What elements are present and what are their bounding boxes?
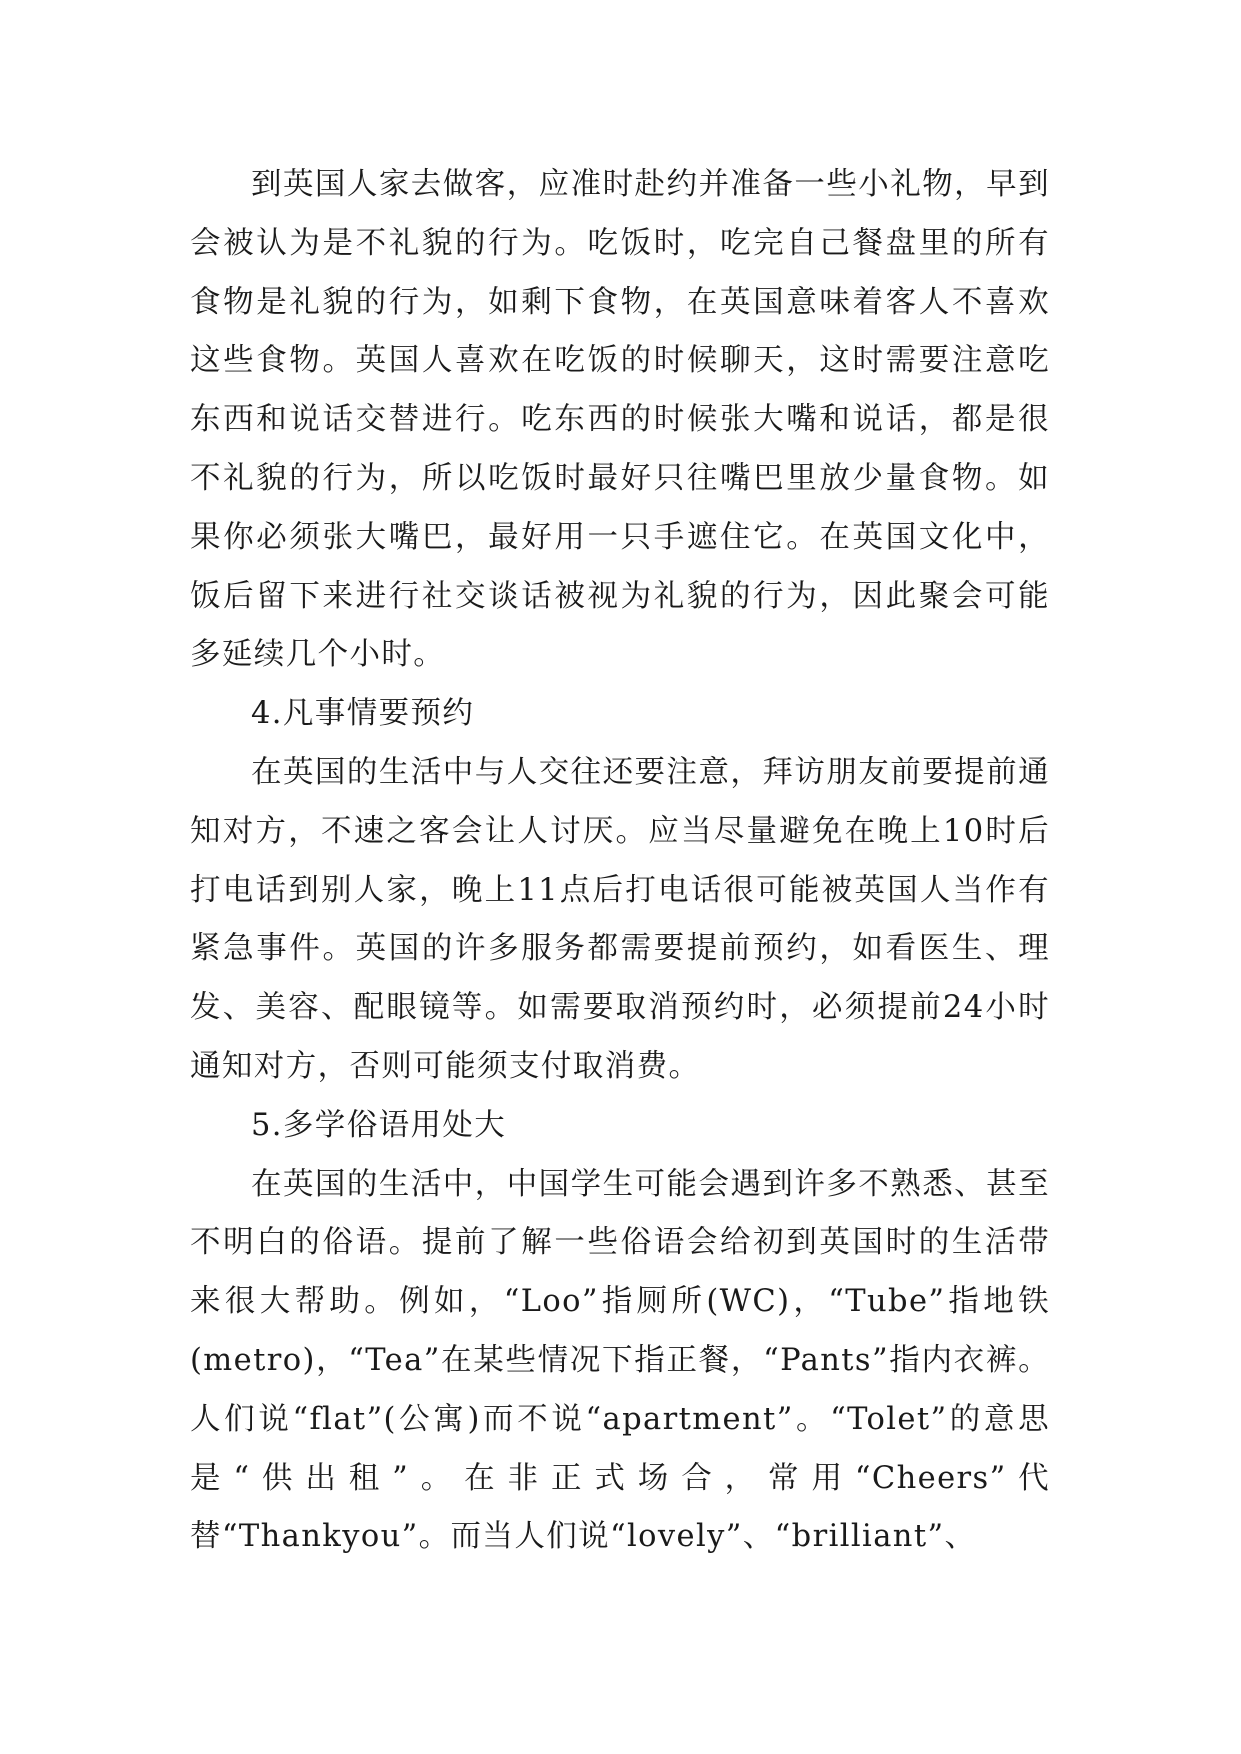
section-heading-slang: 5.多学俗语用处大 [251, 1107, 507, 1143]
paragraph-visiting-etiquette: 到英国人家去做客，应准时赴约并准备一些小礼物，早到会被认为是不礼貌的行为。吃饭时，吃完自己餐盘里的所有食物是礼貌的行为，如剩下食物，在英国意味着客人不喜欢这些食物。英国人喜欢在吃饭的时候聊天，这时需要注意吃东西和说话交替进行。吃东西的时候张大嘴和说话，都是很不礼貌的行为，所以吃饭时最好只往嘴巴里放少量食物。如果你必须张大嘴巴，最好用一只手遮住它。在英国文化中，饭后留下来进行社交谈话被视为礼貌的行为，因此聚会可能多延续几个小时。 [190, 167, 1050, 673]
document-body [190, 156, 1050, 1567]
paragraph-slang: 在英国的生活中，中国学生可能会遇到许多不熟悉、甚至不明白的俗语。提前了解一些俗语会给初到英国时的生活带来很大帮助。例如，“Loo”指厕所(WC)，“Tube”指地铁(metro)，“Tea”在某些情况下指正餐，“Pants”指内衣裤。人们说“flat”(公寓)而不说“apartment”。“Tolet”的意思是“供出租”。在非正式场合，常用“Cheers”代替“Thankyou”。而当人们说“lovely”、“brilliant”、 [190, 1166, 1050, 1555]
paragraph-appointments: 在英国的生活中与人交往还要注意，拜访朋友前要提前通知对方，不速之客会让人讨厌。应当尽量避免在晚上10时后打电话到别人家，晚上11点后打电话很可能被英国人当作有紧急事件。英国的许多服务都需要提前预约，如看医生、理发、美容、配眼镜等。如需要取消预约时，必须提前24小时通知对方，否则可能须支付取消费。 [190, 754, 1050, 1084]
section-heading-appointments: 4.凡事情要预约 [251, 696, 475, 732]
